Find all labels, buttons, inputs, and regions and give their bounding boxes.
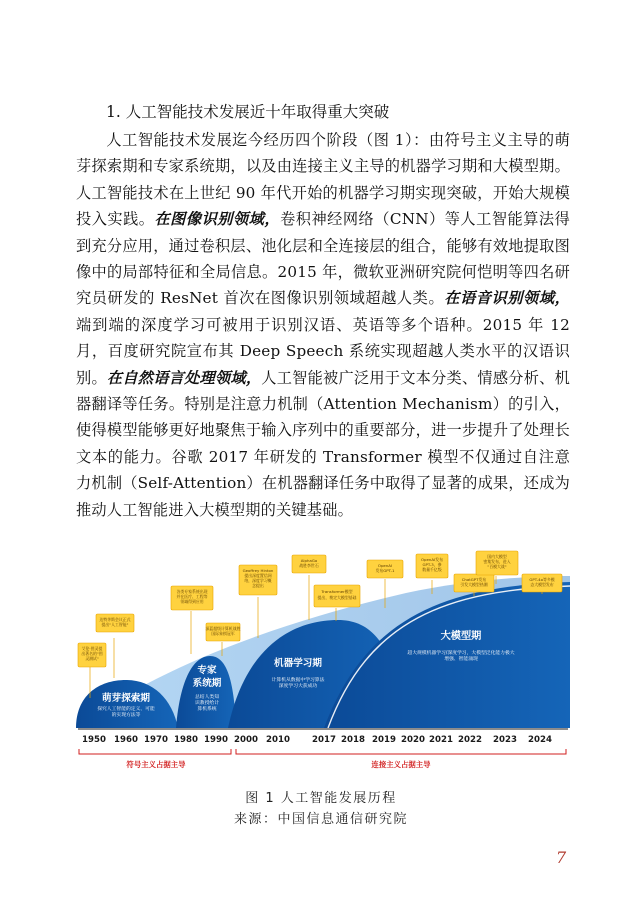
note-6-line-2: 战胜李世石 <box>299 563 319 568</box>
year-2022: 2022 <box>458 735 482 745</box>
note-3-line-3: 领域得到应用 <box>180 599 204 604</box>
era-bracket-connectionism <box>236 749 566 754</box>
section-title: 1. 人工智能技术发展近十年取得重大突破 <box>106 103 390 121</box>
note-1-line-2: 提出"人工智能" <box>101 622 129 627</box>
note-11-line-1: 国内大模型 <box>487 554 507 559</box>
body-paragraph <box>76 127 570 523</box>
note-6-line-1: AlphaGo <box>300 558 318 563</box>
note-5-line-3: 络，深度学习概 <box>244 578 272 583</box>
note-7-line-2: 提出，奠定大模型基础 <box>317 595 357 600</box>
year-2024: 2024 <box>528 735 552 745</box>
note-5-line-4: 念提出 <box>252 583 264 588</box>
stage-desc-expert-1: 总结人类知 <box>195 695 219 700</box>
year-2019: 2019 <box>372 735 396 745</box>
stage-desc-lm-1: 超大规模机器学习/深度学习，大模型泛化能力极大 <box>407 651 515 656</box>
highlight-nlp: 在自然语言处理领域， <box>106 368 262 387</box>
year-1980: 1980 <box>174 735 198 745</box>
stage-desc-ml-1: 计算机从数据中学习算法 <box>271 678 325 683</box>
note-12-line-2: 态大模型发布 <box>530 582 554 587</box>
stage-label-expert-2: 系统期 <box>192 678 222 689</box>
stage-label-sprout: 萌芽探索期 <box>102 693 150 704</box>
year-1990: 1990 <box>204 735 228 745</box>
note-3-line-1: 各类专家系统出现 <box>176 589 208 594</box>
year-2000: 2000 <box>234 735 258 745</box>
note-5-line-1: Geoffrey Hinton <box>242 568 274 573</box>
note-8-line-1: OpenAI <box>377 563 393 568</box>
year-2010: 2010 <box>266 735 290 745</box>
note-4-line-1: 深蓝超级计算机战胜 <box>205 626 241 631</box>
timeline-svg <box>76 548 570 776</box>
note-11-line-3: "百模大战" <box>487 564 507 569</box>
highlight-image-recognition: 在图像识别领域， <box>154 210 281 229</box>
year-1970: 1970 <box>144 735 168 745</box>
stage-label-large-model: 大模型期 <box>440 631 482 642</box>
note-10-line-2: 引发大模型热潮 <box>460 582 488 587</box>
note-2-line-3: 灵测试" <box>85 656 99 661</box>
era-bracket-symbolism <box>79 749 231 754</box>
era-label-symbolism: 符号主义占据主导 <box>126 760 186 769</box>
note-5 <box>239 565 277 638</box>
year-2018: 2018 <box>341 735 365 745</box>
note-12 <box>522 574 562 594</box>
year-2021: 2021 <box>429 735 453 745</box>
figure-source: 来源：中国信息通信研究院 <box>233 812 408 827</box>
note-9-line-3: 数量千亿级 <box>422 567 442 572</box>
stage-desc-expert-2: 识教授给计 <box>195 701 219 706</box>
year-1950: 1950 <box>82 735 106 745</box>
note-2-line-1: 艾伦·图灵提 <box>81 646 103 651</box>
note-10-line-1: ChatGPT发布 <box>461 577 487 582</box>
note-9-line-1: OpenAI发布 <box>421 557 443 562</box>
year-labels <box>82 735 552 745</box>
note-7-line-1: Transformer模型 <box>321 589 353 594</box>
stage-desc-sprout-1: 探究人工智能的定义、可能 <box>97 707 155 712</box>
note-1-line-1: 达特茅斯会议正式 <box>99 617 131 622</box>
note-12-line-1: GPT-4o等多模 <box>529 577 555 582</box>
note-8-line-2: 发布GPT-1 <box>375 568 395 573</box>
year-2020: 2020 <box>401 735 425 745</box>
year-2023: 2023 <box>493 735 517 745</box>
stage-label-machine-learning: 机器学习期 <box>274 658 322 669</box>
year-2017: 2017 <box>312 735 336 745</box>
stage-desc-ml-2: 深度学习大获成功 <box>278 684 318 689</box>
figure-caption: 图 1 人工智能发展历程 <box>245 791 397 806</box>
stage-label-expert-1: 专家 <box>197 665 217 676</box>
ai-timeline-figure <box>76 548 570 776</box>
note-2-line-2: 出著名的"图 <box>81 651 103 656</box>
stage-desc-lm-2: 增强、智能涌现 <box>444 657 478 662</box>
era-label-connectionism: 连接主义占据主导 <box>371 760 431 769</box>
body-segment-4: 人工智能被广泛用于文本分类、情感分析、机器翻译等任务。特别是注意力机制（Attention Mechanism）的引入，使得模型能够更好地聚焦于输入序列中的重要部分，进一步提升了处理长文本的能力。谷歌 2017 年研发的 Transformer 模型不仅通过自注意力机制（Self-Attention）在机器翻译任务中取得了显著的成果，还成为推动人工智能进入大模型期的关键基础。 <box>76 368 571 519</box>
note-5-line-2: 提出深度置信网 <box>244 573 272 578</box>
body-segment-1: 人工智能技术发展迄今经历四个阶段（图 1）：由符号主义主导的萌芽探索期和专家系统期，以及由连接主义主导的机器学习期和大模型期。人工智能技术在上世纪 90 年代开始的机器学习期实现突破，开始大规模投入实践。 <box>76 131 570 229</box>
stage-desc-expert-3: 算机系统 <box>197 707 217 712</box>
note-3-line-2: 并在医疗、工程等 <box>176 594 208 599</box>
stage-desc-sprout-2: 的实现方法等 <box>111 713 141 718</box>
note-3 <box>171 586 213 654</box>
body-segment-2: 卷积神经网络（CNN）等人工智能算法得到充分应用，通过卷积层、池化层和全连接层的组合，能够有效地提取图像中的局部特征和全局信息。2015 年，微软亚洲研究院何恺明等四名研究员研发的 ResNet 首次在图像识别领域超越人类。 <box>76 210 571 308</box>
body-segment-3: 端到端的深度学习可被用于识别汉语、英语等多个语种。2015 年 12 月，百度研究院宣布其 Deep Speech 系统实现超越人类水平的汉语识别。 <box>76 315 570 387</box>
note-9-line-2: GPT-3，参 <box>422 562 442 567</box>
year-1960: 1960 <box>114 735 138 745</box>
note-4-line-2: 国际象棋冠军 <box>211 631 235 636</box>
highlight-speech-recognition: 在语音识别领域， <box>444 289 570 308</box>
page-number: 7 <box>556 848 567 867</box>
note-11-line-2: 密集发布，进入 <box>483 559 511 564</box>
